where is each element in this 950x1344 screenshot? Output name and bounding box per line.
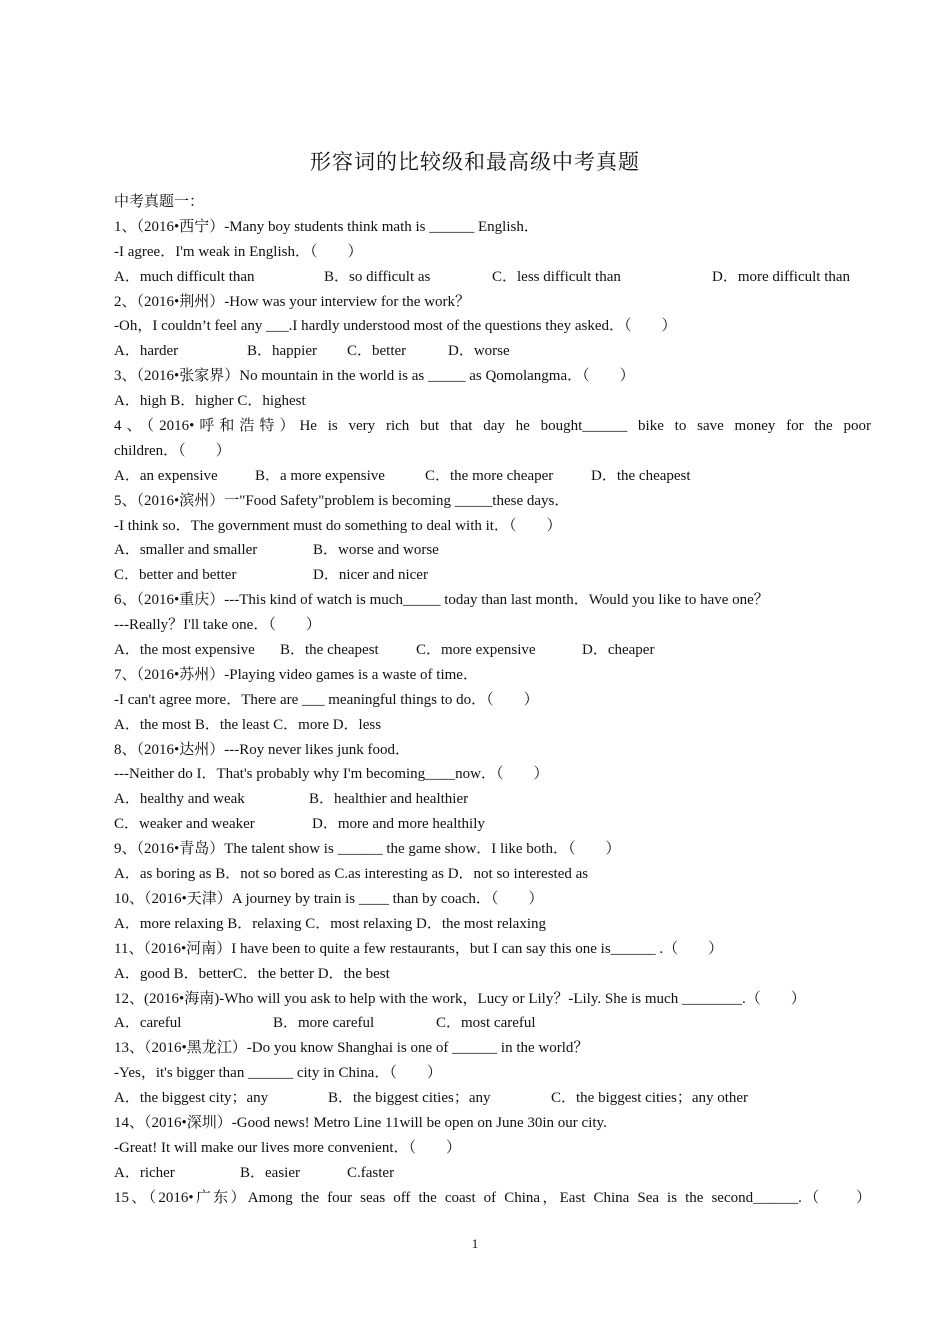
answer-option: B．healthier and healthier bbox=[309, 791, 469, 808]
answer-options bbox=[114, 265, 871, 290]
text-line: -I agree．I'm weak in English．（ ） bbox=[114, 243, 363, 260]
answer-options bbox=[114, 464, 871, 489]
answer-option: C．less difficult than bbox=[492, 268, 621, 285]
answer-option: C．the biggest cities；any other bbox=[551, 1090, 749, 1107]
answer-option: B．the biggest cities；any bbox=[328, 1090, 491, 1107]
text-line: children．（ ） bbox=[114, 442, 231, 459]
answer-option: A．much difficult than bbox=[114, 268, 255, 285]
answer-option: B．the cheapest bbox=[280, 642, 379, 659]
text-line: 8、（2016•达州）---Roy never likes junk food． bbox=[114, 741, 411, 758]
text-line: 4、（2016•呼和浩特）He is very rich but that day he bought______ bike to save money for the poor bbox=[114, 418, 871, 435]
answer-option: B．a more expensive bbox=[255, 467, 385, 484]
answer-option: A．richer bbox=[114, 1164, 175, 1181]
answer-option: D．nicer and nicer bbox=[313, 567, 428, 584]
answer-option: B．so difficult as bbox=[324, 268, 431, 285]
text-line: 9、（2016•青岛）The talent show is ______ the game show．I like both．（ ） bbox=[114, 841, 621, 858]
answer-options bbox=[114, 787, 871, 812]
text-line: -I think so．The government must do something to deal with it．（ ） bbox=[114, 517, 562, 534]
question-list bbox=[114, 190, 871, 1211]
answer-option: C．more expensive bbox=[416, 642, 536, 659]
answer-options bbox=[114, 563, 871, 588]
answer-options bbox=[114, 812, 871, 837]
answer-option: C．most careful bbox=[436, 1015, 536, 1032]
text-line: 14、（2016•深圳）-Good news! Metro Line 11will be open on June 30in our city. bbox=[114, 1114, 607, 1131]
answer-option: A．the most expensive bbox=[114, 642, 255, 659]
answer-option: C.faster bbox=[347, 1164, 395, 1181]
answer-options bbox=[114, 538, 871, 563]
page-title: 形容词的比较级和最高级中考真题 bbox=[310, 150, 640, 174]
answer-option: B．worse and worse bbox=[313, 542, 439, 559]
section-heading: 中考真题一： bbox=[114, 194, 205, 210]
text-line: 10、（2016•天津）A journey by train is ____ than by coach．（ ） bbox=[114, 890, 544, 907]
answer-option: D．more difficult than bbox=[712, 268, 851, 285]
text-line: A．as boring as B．not so bored as C.as interesting as D．not so interested as bbox=[114, 866, 589, 883]
answer-option: D．more and more healthily bbox=[312, 816, 485, 833]
answer-option: B．more careful bbox=[273, 1015, 375, 1032]
text-line: A．more relaxing B．relaxing C．most relaxing D．the most relaxing bbox=[114, 915, 546, 932]
text-line: 2、（2016•荆州）-How was your interview for the work？ bbox=[114, 293, 471, 310]
text-line: 6、（2016•重庆）---This kind of watch is much_____ today than last month．Would you like to have one？ bbox=[114, 592, 769, 609]
answer-option: A．harder bbox=[114, 343, 179, 360]
text-line: -I can't agree more．There are ___ meaningful things to do．（ ） bbox=[114, 691, 539, 708]
answer-option: D．the cheapest bbox=[591, 467, 691, 484]
text-line: 1、（2016•西宁）-Many boy students think math is ______ English． bbox=[114, 218, 539, 235]
answer-option: B．happier bbox=[247, 343, 317, 360]
text-line: -Great! It will make our lives more convenient．（ ） bbox=[114, 1139, 461, 1156]
text-line: A．the most B．the least C．more D．less bbox=[114, 716, 382, 733]
text-line: -Oh，I couldn’t feel any ___.I hardly understood most of the questions they asked．（ ） bbox=[114, 318, 677, 335]
text-line: 12、(2016•海南)-Who will you ask to help with the work，Lucy or Lily？-Lily. She is much ________.（ ） bbox=[114, 990, 806, 1007]
text-line: A．high B．higher C．highest bbox=[114, 393, 306, 410]
answer-option: C．better bbox=[347, 343, 407, 360]
answer-options bbox=[114, 638, 871, 663]
answer-option: D．worse bbox=[448, 343, 510, 360]
answer-options bbox=[114, 339, 871, 364]
answer-option: A．an expensive bbox=[114, 467, 218, 484]
answer-option: B．easier bbox=[240, 1164, 300, 1181]
text-line: A．good B．betterC．the better D．the best bbox=[114, 965, 390, 982]
answer-option: C．better and better bbox=[114, 567, 237, 584]
answer-option: A．careful bbox=[114, 1015, 182, 1032]
answer-options bbox=[114, 1161, 871, 1186]
page-number: 1 bbox=[471, 1236, 479, 1251]
text-line: 7、（2016•苏州）-Playing video games is a waste of time． bbox=[114, 666, 478, 683]
answer-option: C．the more cheaper bbox=[425, 467, 554, 484]
text-line: -Yes，it's bigger than ______ city in China．（ ） bbox=[114, 1065, 442, 1082]
text-line: 5、（2016•滨州）一"Food Safety"problem is becoming _____these days． bbox=[114, 492, 570, 509]
text-line: ---Neither do I．That's probably why I'm becoming____now．（ ） bbox=[114, 766, 549, 783]
answer-options bbox=[114, 1086, 871, 1111]
text-line: 13、（2016•黑龙江）-Do you know Shanghai is one of ______ in the world？ bbox=[114, 1040, 589, 1057]
text-line: 11、（2016•河南）I have been to quite a few restaurants，but I can say this one is______ .（ ） bbox=[114, 940, 724, 957]
answer-option: A．healthy and weak bbox=[114, 791, 245, 808]
answer-option: C．weaker and weaker bbox=[114, 816, 255, 833]
text-line: ---Really？I'll take one．（ ） bbox=[114, 617, 321, 634]
answer-options bbox=[114, 1011, 871, 1036]
text-line: 15、（2016•广东）Among the four seas off the coast of China，East China Sea is the second______.（ ） bbox=[114, 1189, 871, 1206]
answer-option: A．smaller and smaller bbox=[114, 542, 258, 559]
answer-option: A．the biggest city；any bbox=[114, 1090, 269, 1107]
text-line: 3、（2016•张家界）No mountain in the world is as _____ as Qomolangma．（ ） bbox=[114, 368, 635, 385]
answer-option: D．cheaper bbox=[582, 642, 655, 659]
